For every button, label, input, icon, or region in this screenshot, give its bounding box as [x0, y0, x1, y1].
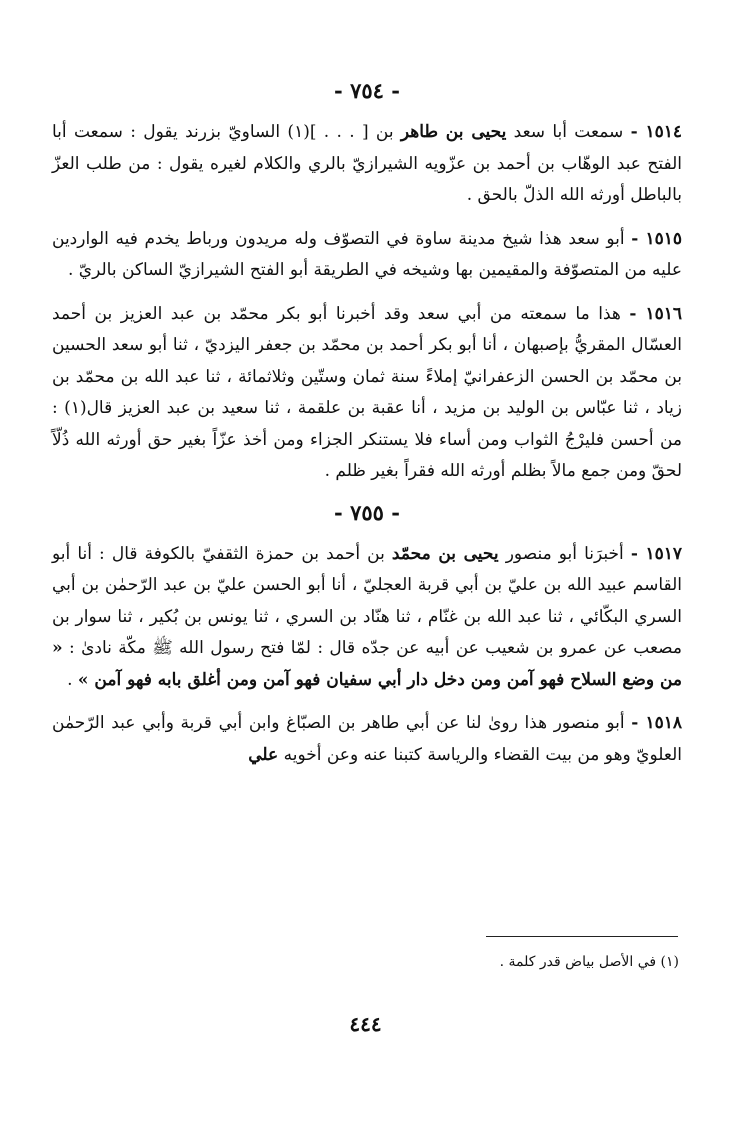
entry-number: ١٥١٦ -	[629, 303, 682, 324]
footnote: (١) في الأصل بياض قدر كلمة .	[499, 954, 679, 970]
page-body	[52, 78, 682, 783]
entry-1514	[52, 117, 682, 212]
entry-text-bold: علي	[248, 744, 279, 765]
entry-text: بن [ . . . ](١) الساويّ بزرند يقول : سمعت أبا الفتح عبد الوهّاب بن أحمد بن عزّويه الشيرازيّ بالري والكلام لغيره يقول : من طلب العزّ بالباطل أورثه الله الذلّ بالحق .	[52, 122, 682, 205]
entry-text: بن أحمد بن حمزة الثقفيّ بالكوفة قال : أنا أبو القاسم عبيد الله بن عليّ بن أبي قربة العجليّ ، أنا أبو الحسن عليّ بن عبد الرّحمٰن بن أبي السري البكّائي ، ثنا عبد الله بن غنّام ، ثنا هنّاد بن السري ، ثنا يونس بن بُكير ، ثنا سوار بن مصعب عن عمرو بن شعيب عن أبيه عن جدّه قال : لمّا فتح رسول الله ﷺ مكّة نادىٰ :	[52, 543, 683, 658]
entry-number: ١٥١٤ -	[630, 122, 683, 142]
footnote-divider	[486, 936, 678, 937]
entry-number: ١٥١٥ -	[631, 228, 683, 249]
hadith-quote: « من وضع السلاح فهو آمن ومن دخل دار أبي سفيان فهو آمن ومن أغلق بابه فهو آمن »	[52, 638, 682, 690]
section-heading: - ٧٥٤ -	[334, 78, 400, 103]
page-number: ٤٤٤	[349, 1012, 382, 1036]
entry-text: سمعت أبا سعد	[513, 122, 624, 142]
entry-text: أخبرَنا أبو منصور	[505, 543, 624, 564]
entry-text: .	[67, 669, 73, 690]
entry-text: أبو سعد هذا شيخ مدينة ساوة في التصوّف وله مريدون ورباط يخدم فيه الواردين عليه من المتصوّفة والمقيمين بها وشيخه في الطريقة أبو الفتح الشيرازيّ الساكن بالريّ .	[52, 228, 682, 280]
entry-1515	[52, 224, 682, 287]
entry-text: هذا ما سمعته من أبي سعد وقد أخبرنا أبو بكر محمّد بن عبد العزيز بن أحمد العسّال المقريُّ بإصبهان ، أنا أبو بكر أحمد بن محمّد بن جعفر اليزديّ ، ثنا أبو سعد الحسين بن محمّد بن الحسن الزعفرانيّ إملاءً سنة ثمان وستّين وثلاثمائة ، ثنا عبد الله بن محمّد بن زياد ، ثنا عبّاس بن الوليد بن مزيد ، أنا عقبة بن علقمة ، ثنا سعيد بن عبد العزيز قال(١) : من أحسن فليرْجُ الثواب ومن أساء فلا يستنكر الجزاء ومن أخذ عزّاً بغير حق أورثه الله ذُلّاً لحقّ ومن جمع مالاً بظلم أورثه الله فقراً بغير ظلم .	[52, 303, 683, 481]
section-heading: - ٧٥٥ -	[334, 499, 400, 525]
entry-1518	[52, 708, 682, 771]
entry-1517	[52, 539, 682, 697]
entry-text: أبو منصور هذا روىٰ لنا عن أبي طاهر بن الصبّاغ وابن أبي قربة وأبي عبد الرّحمٰن العلويّ وهو من بيت القضاء والرياسة كتبنا عنه وعن أخويه	[52, 713, 682, 765]
entry-number: ١٥١٧ -	[630, 543, 683, 564]
narrator-name: يحيى بن محمّد	[391, 543, 499, 564]
entry-1516	[52, 299, 682, 488]
narrator-name: يحيى بن طاهر	[400, 122, 507, 142]
entry-number: ١٥١٨ -	[631, 713, 682, 733]
